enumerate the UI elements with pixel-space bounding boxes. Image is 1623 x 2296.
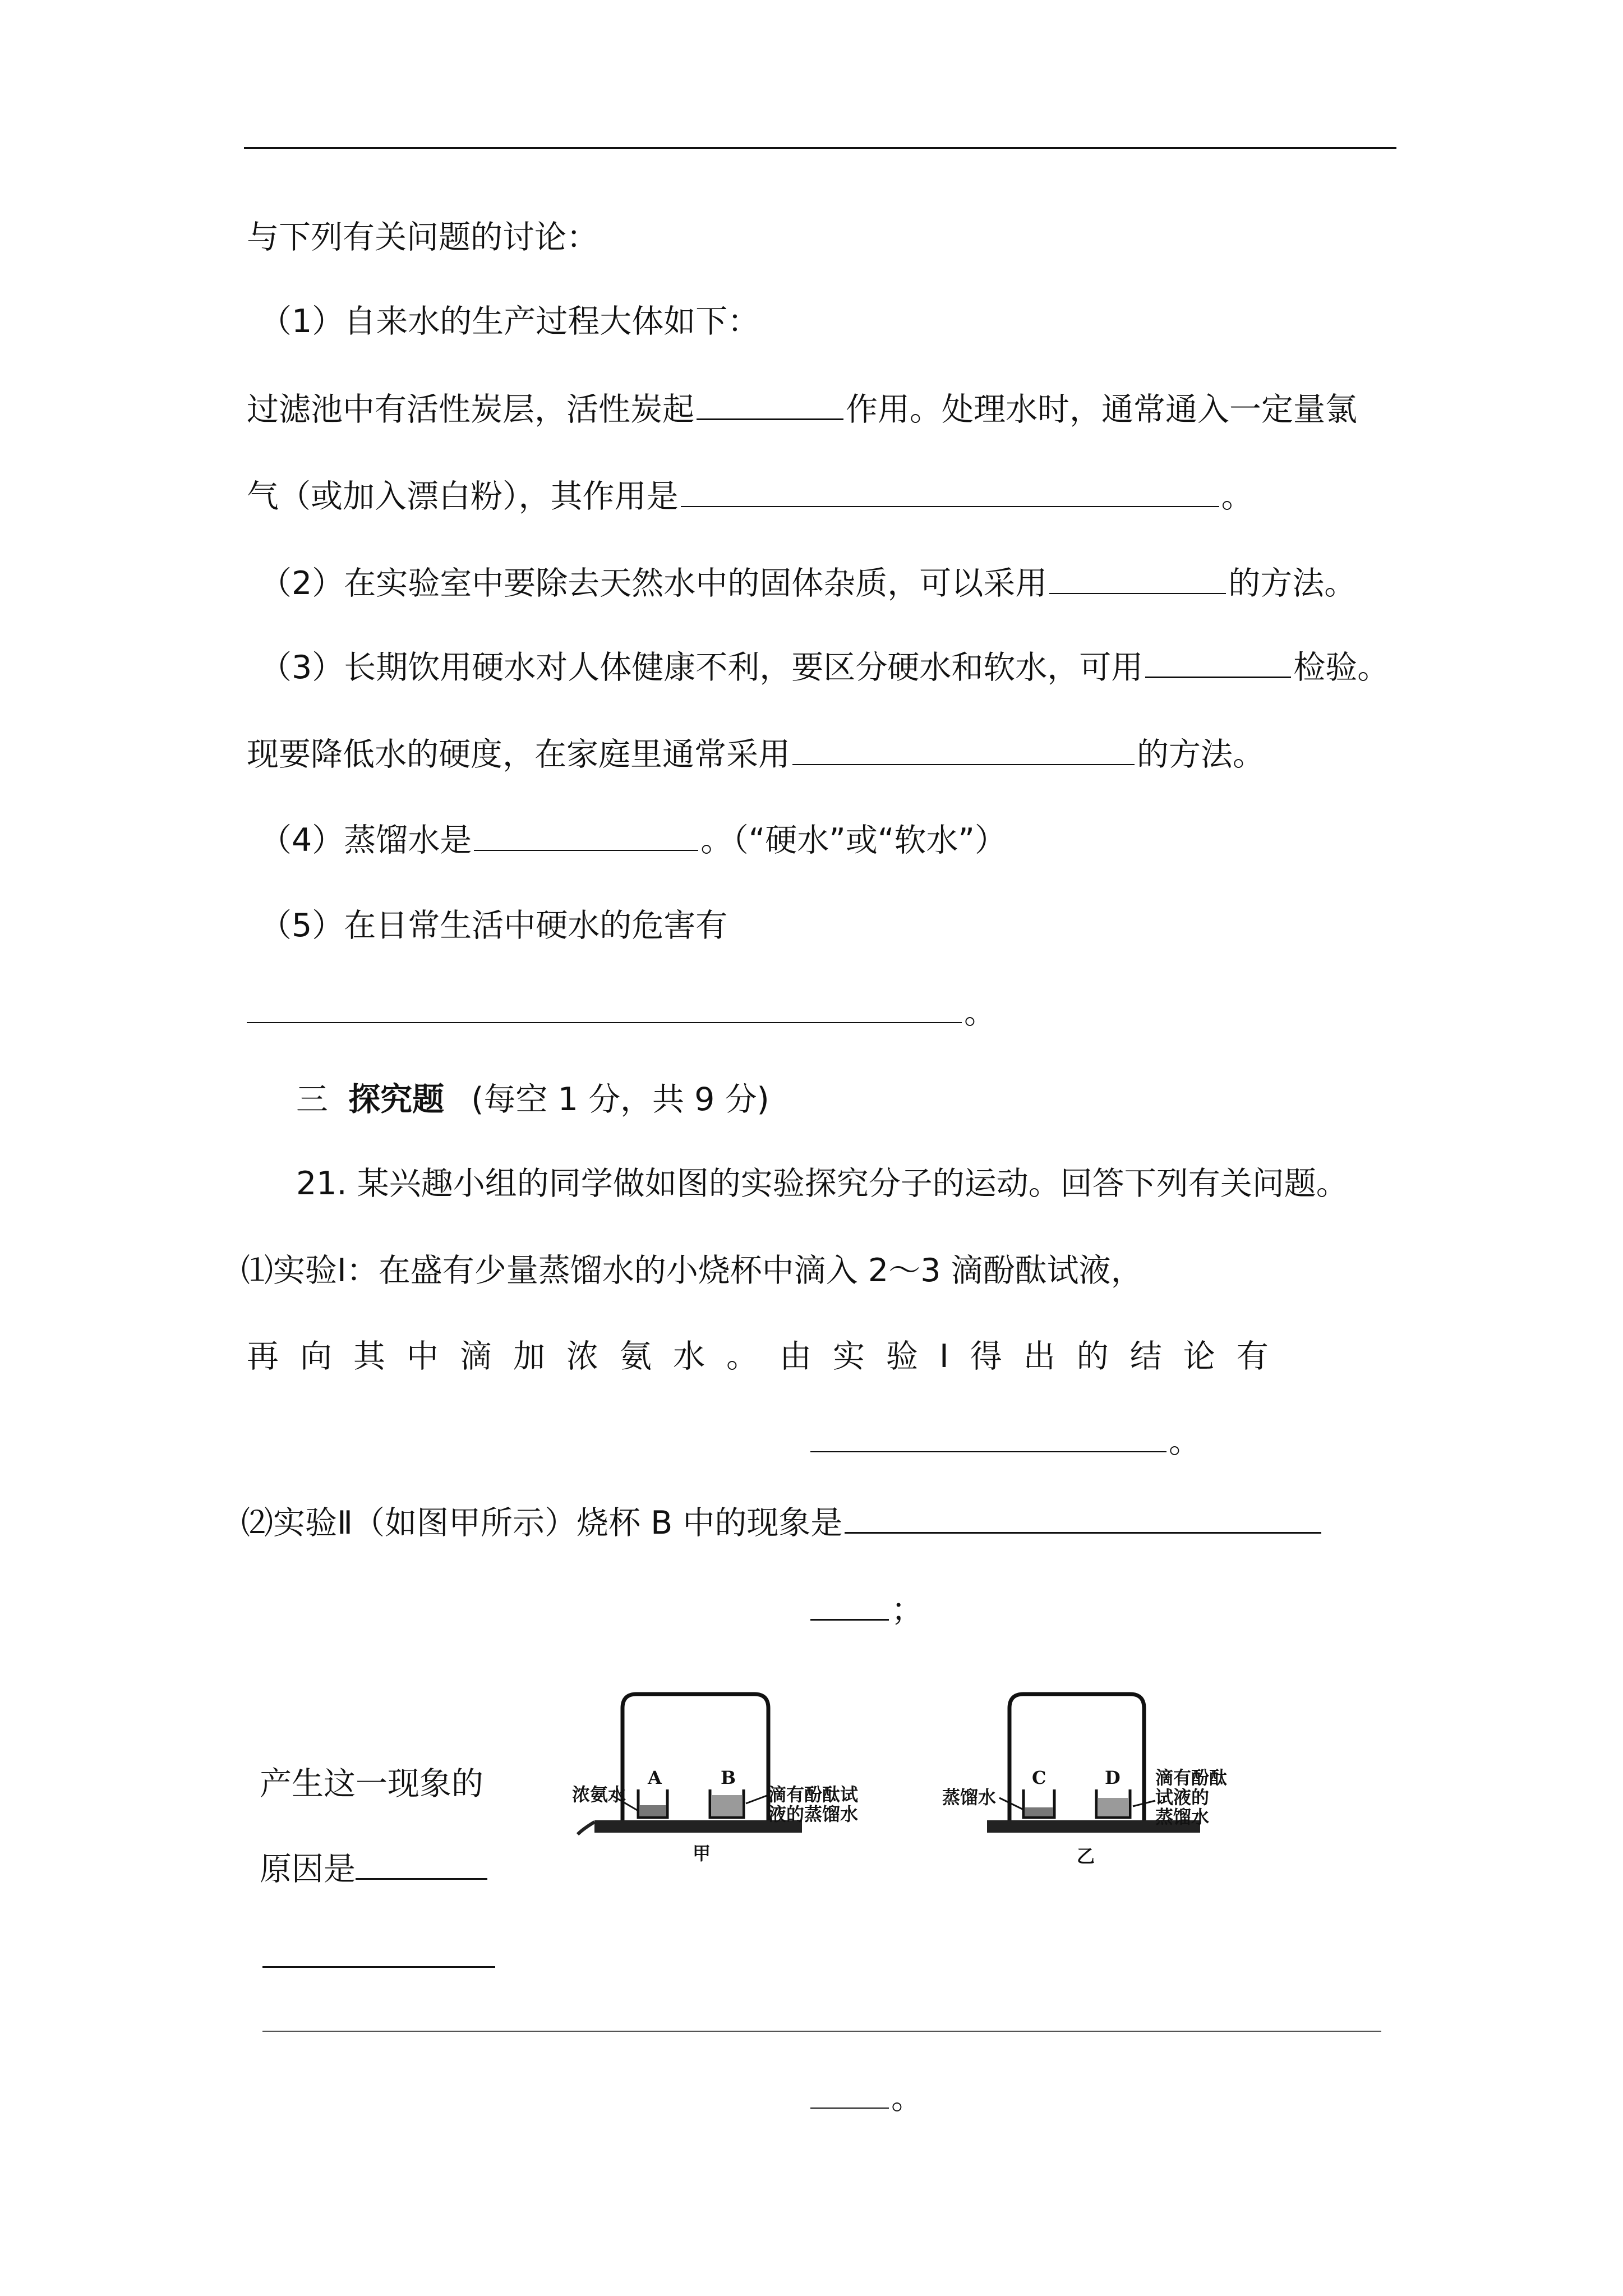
q21-p2-end: ； xyxy=(891,1591,923,1628)
section3-heading xyxy=(296,1077,769,1122)
apparatus-jia xyxy=(572,1694,858,1864)
label-d: D xyxy=(1105,1767,1121,1788)
final-end: 。 xyxy=(891,2079,923,2116)
q2-blank[interactable] xyxy=(1049,562,1226,594)
label-concentrated-ammonia: 浓氨水 xyxy=(572,1784,626,1805)
label-yi-right-2: 试液的 xyxy=(1155,1787,1210,1808)
q5-blank[interactable] xyxy=(247,991,962,1023)
label-b: B xyxy=(721,1767,736,1788)
caption-yi: 乙 xyxy=(1077,1846,1095,1867)
q21-p1-b: 再向其中滴加浓氨水。由实验Ⅰ得出的结论有 xyxy=(247,1338,1290,1375)
q3-c: 现要降低水的硬度，在家庭里通常采用 xyxy=(247,736,790,773)
pointer-b xyxy=(746,1795,768,1803)
section3-num: 三 xyxy=(296,1081,328,1118)
q4-line xyxy=(260,818,1007,863)
q5-answer-line xyxy=(247,990,996,1035)
q1-line1 xyxy=(247,387,1357,432)
q21-p1-a: ⑴实验Ⅰ：在盛有少量蒸馏水的小烧杯中滴入 2～3 滴酚酞试液， xyxy=(241,1252,1143,1289)
q21-p2-a: ⑵实验Ⅱ（如图甲所示）烧杯 B 中的现象是 xyxy=(241,1504,843,1542)
q21-blank2[interactable] xyxy=(845,1501,1321,1534)
beaker-c-liquid xyxy=(1025,1807,1053,1816)
q5-line: （5）在日常生活中硬水的危害有 xyxy=(260,907,728,944)
label-a: A xyxy=(648,1767,662,1788)
q4-blank[interactable] xyxy=(474,818,698,851)
q1-line1-b: 作用。处理水时，通常通入一定量氯 xyxy=(846,391,1357,428)
beaker-d-liquid xyxy=(1098,1798,1129,1816)
label-jia-right-2: 液的蒸馏水 xyxy=(768,1803,859,1825)
bell-jar-jia xyxy=(623,1694,768,1820)
q4-a: （4）蒸馏水是 xyxy=(260,822,472,859)
q1-title: （1）自来水的生产过程大体如下： xyxy=(260,303,760,340)
label-jia-right-1: 滴有酚酞试 xyxy=(768,1784,859,1805)
q21-blank1[interactable] xyxy=(810,1420,1166,1452)
final-blank[interactable] xyxy=(810,2076,889,2109)
q2-b: 的方法。 xyxy=(1228,565,1357,602)
apparatus-yi xyxy=(942,1694,1227,1867)
reason-b: 原因是 xyxy=(260,1851,356,1888)
intro-text: 与下列有关问题的讨论： xyxy=(247,219,598,256)
reason-blank1[interactable] xyxy=(356,1847,487,1880)
q21-p1-end: 。 xyxy=(1169,1423,1201,1460)
q3-line1 xyxy=(260,645,1389,690)
q21-p2-cont xyxy=(810,1588,923,1632)
label-yi-right-1: 滴有酚酞 xyxy=(1155,1767,1228,1788)
q3-blank1[interactable] xyxy=(1145,645,1291,678)
q3-b: 检验。 xyxy=(1293,649,1390,686)
q5-end: 。 xyxy=(964,994,996,1031)
q2-line xyxy=(260,561,1356,606)
q2-a: （2）在实验室中要除去天然水中的固体杂质，可以采用 xyxy=(260,565,1048,602)
q21-stem: 21. 某兴趣小组的同学做如图的实验探究分子的运动。回答下列有关问题。 xyxy=(296,1165,1348,1202)
label-c: C xyxy=(1032,1767,1046,1788)
experiment-figure xyxy=(572,1683,1273,1913)
section3-note: (每空 1 分，共 9 分) xyxy=(471,1081,769,1118)
q1-blank1[interactable] xyxy=(697,387,843,420)
q3-d: 的方法。 xyxy=(1137,736,1265,773)
base-jia-left-edge xyxy=(578,1822,594,1834)
q21-p2-line xyxy=(241,1501,1324,1545)
label-distilled-water: 蒸馏水 xyxy=(942,1787,997,1808)
label-yi-right-3: 蒸馏水 xyxy=(1155,1806,1210,1828)
reason-blank3[interactable] xyxy=(262,2031,1381,2032)
q1-blank2[interactable] xyxy=(681,475,1219,507)
q3-blank2[interactable] xyxy=(792,733,1135,765)
q21-blank2-cont[interactable] xyxy=(810,1588,889,1621)
caption-jia: 甲 xyxy=(693,1843,711,1864)
q3-a: （3）长期饮用硬水对人体健康不利，要区分硬水和软水，可用 xyxy=(260,649,1144,686)
reason-a: 产生这一现象的 xyxy=(260,1765,483,1802)
beaker-b-liquid xyxy=(711,1795,743,1816)
section3-title: 探究题 xyxy=(348,1081,445,1118)
q3-line2 xyxy=(247,732,1265,777)
q4-b: 。（“硬水”或“软水”） xyxy=(700,822,1007,859)
q1-line2 xyxy=(247,474,1253,519)
q1-line2-end: 。 xyxy=(1221,478,1253,515)
header-rule xyxy=(244,147,1396,149)
final-line xyxy=(810,2076,923,2120)
reason-blank2[interactable] xyxy=(262,1966,495,1968)
reason-line xyxy=(260,1847,490,1892)
q1-line1-a: 过滤池中有活性炭层，活性炭起 xyxy=(247,391,694,428)
q21-p1-answer xyxy=(810,1419,1201,1464)
q1-line2-a: 气（或加入漂白粉），其作用是 xyxy=(247,478,679,515)
beaker-a-liquid xyxy=(639,1805,666,1816)
experiment-diagram xyxy=(572,1683,1273,1913)
